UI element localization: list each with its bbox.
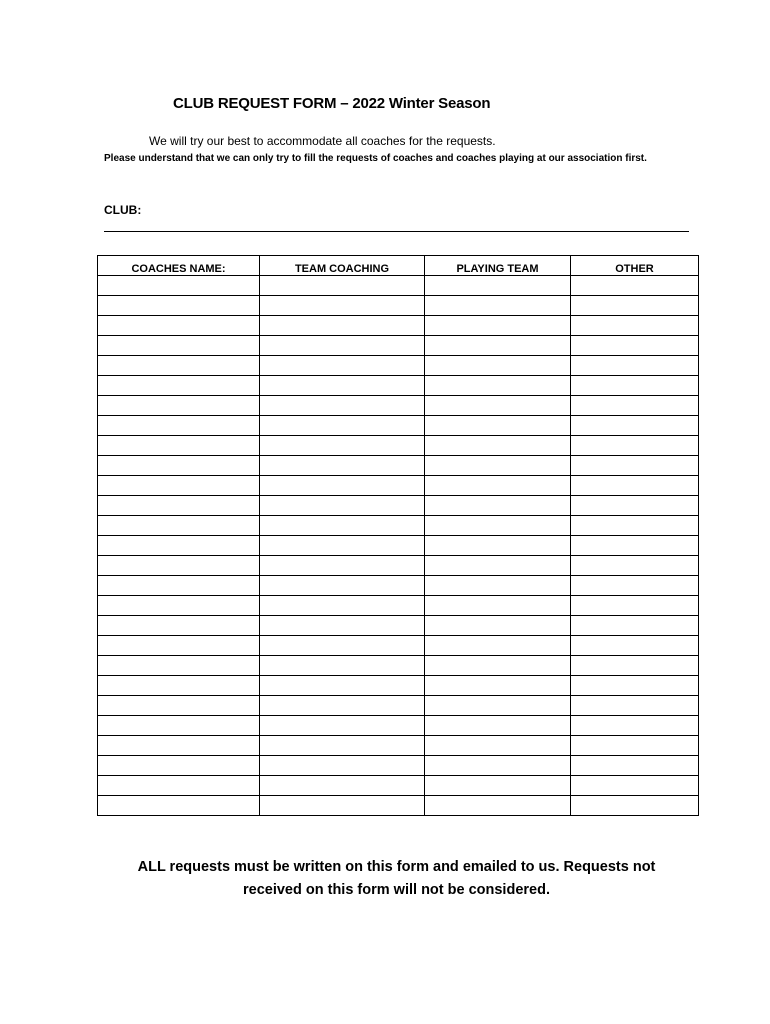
table-row <box>98 476 699 496</box>
table-row <box>98 456 699 476</box>
cell-coaches-name[interactable] <box>98 796 260 816</box>
cell-coaches-name[interactable] <box>98 576 260 596</box>
footer-line-1: ALL requests must be written on this form and emailed to us. Requests not <box>137 859 656 875</box>
cell-playing-team[interactable] <box>425 416 571 436</box>
cell-playing-team[interactable] <box>425 516 571 536</box>
cell-coaches-name[interactable] <box>98 436 260 456</box>
footer-line-2: received on this form will not be considered. <box>243 882 550 898</box>
cell-team-coaching[interactable] <box>260 416 425 436</box>
table-row <box>98 296 699 316</box>
cell-coaches-name[interactable] <box>98 656 260 676</box>
club-label: CLUB: <box>104 203 142 217</box>
cell-coaches-name[interactable] <box>98 396 260 416</box>
cell-coaches-name[interactable] <box>98 736 260 756</box>
cell-team-coaching[interactable] <box>260 636 425 656</box>
table-row <box>98 496 699 516</box>
cell-other[interactable] <box>571 316 699 336</box>
col-header-other: OTHER <box>571 256 699 276</box>
cell-team-coaching[interactable] <box>260 496 425 516</box>
table-row <box>98 276 699 296</box>
cell-playing-team[interactable] <box>425 296 571 316</box>
cell-team-coaching[interactable] <box>260 436 425 456</box>
col-header-playing-team: PLAYING TEAM <box>425 256 571 276</box>
cell-playing-team[interactable] <box>425 336 571 356</box>
cell-playing-team[interactable] <box>425 576 571 596</box>
cell-other[interactable] <box>571 796 699 816</box>
cell-team-coaching[interactable] <box>260 696 425 716</box>
cell-playing-team[interactable] <box>425 536 571 556</box>
cell-coaches-name[interactable] <box>98 776 260 796</box>
cell-team-coaching[interactable] <box>260 716 425 736</box>
cell-other[interactable] <box>571 776 699 796</box>
cell-playing-team[interactable] <box>425 556 571 576</box>
cell-coaches-name[interactable] <box>98 636 260 656</box>
cell-coaches-name[interactable] <box>98 496 260 516</box>
cell-coaches-name[interactable] <box>98 296 260 316</box>
cell-other[interactable] <box>571 676 699 696</box>
cell-playing-team[interactable] <box>425 396 571 416</box>
cell-other[interactable] <box>571 436 699 456</box>
cell-playing-team[interactable] <box>425 356 571 376</box>
col-header-team-coaching: TEAM COACHING <box>260 256 425 276</box>
cell-coaches-name[interactable] <box>98 756 260 776</box>
cell-team-coaching[interactable] <box>260 276 425 296</box>
cell-playing-team[interactable] <box>425 476 571 496</box>
table-row <box>98 576 699 596</box>
cell-coaches-name[interactable] <box>98 376 260 396</box>
cell-playing-team[interactable] <box>425 736 571 756</box>
table-row <box>98 396 699 416</box>
cell-playing-team[interactable] <box>425 776 571 796</box>
club-field[interactable] <box>104 231 689 232</box>
table-header-row <box>98 256 699 276</box>
cell-playing-team[interactable] <box>425 456 571 476</box>
table-row <box>98 736 699 756</box>
table-row <box>98 716 699 736</box>
intro-text: We will try our best to accommodate all coaches for the requests. <box>149 134 496 148</box>
cell-playing-team[interactable] <box>425 596 571 616</box>
form-title: CLUB REQUEST FORM – 2022 Winter Season <box>173 95 491 112</box>
cell-other[interactable] <box>571 456 699 476</box>
table-row <box>98 796 699 816</box>
cell-playing-team[interactable] <box>425 436 571 456</box>
cell-other[interactable] <box>571 696 699 716</box>
table-row <box>98 416 699 436</box>
cell-other[interactable] <box>571 476 699 496</box>
cell-other[interactable] <box>571 536 699 556</box>
table-row <box>98 656 699 676</box>
cell-coaches-name[interactable] <box>98 456 260 476</box>
table-row <box>98 696 699 716</box>
cell-team-coaching[interactable] <box>260 396 425 416</box>
cell-playing-team[interactable] <box>425 656 571 676</box>
cell-other[interactable] <box>571 356 699 376</box>
cell-coaches-name[interactable] <box>98 356 260 376</box>
cell-team-coaching[interactable] <box>260 556 425 576</box>
table-row <box>98 556 699 576</box>
cell-team-coaching[interactable] <box>260 776 425 796</box>
cell-playing-team[interactable] <box>425 636 571 656</box>
cell-team-coaching[interactable] <box>260 336 425 356</box>
table-row <box>98 776 699 796</box>
cell-team-coaching[interactable] <box>260 676 425 696</box>
cell-team-coaching[interactable] <box>260 736 425 756</box>
cell-other[interactable] <box>571 636 699 656</box>
cell-team-coaching[interactable] <box>260 576 425 596</box>
table-row <box>98 316 699 336</box>
cell-team-coaching[interactable] <box>260 756 425 776</box>
cell-other[interactable] <box>571 576 699 596</box>
cell-team-coaching[interactable] <box>260 596 425 616</box>
cell-other[interactable] <box>571 596 699 616</box>
cell-team-coaching[interactable] <box>260 616 425 636</box>
cell-coaches-name[interactable] <box>98 616 260 636</box>
cell-other[interactable] <box>571 396 699 416</box>
cell-other[interactable] <box>571 756 699 776</box>
cell-other[interactable] <box>571 416 699 436</box>
cell-team-coaching[interactable] <box>260 536 425 556</box>
cell-coaches-name[interactable] <box>98 676 260 696</box>
table-row <box>98 596 699 616</box>
cell-coaches-name[interactable] <box>98 536 260 556</box>
cell-other[interactable] <box>571 516 699 536</box>
cell-other[interactable] <box>571 736 699 756</box>
cell-coaches-name[interactable] <box>98 416 260 436</box>
cell-other[interactable] <box>571 556 699 576</box>
table-row <box>98 636 699 656</box>
cell-team-coaching[interactable] <box>260 656 425 676</box>
cell-playing-team[interactable] <box>425 276 571 296</box>
table-row <box>98 516 699 536</box>
cell-coaches-name[interactable] <box>98 516 260 536</box>
cell-other[interactable] <box>571 716 699 736</box>
table-row <box>98 336 699 356</box>
cell-playing-team[interactable] <box>425 376 571 396</box>
cell-other[interactable] <box>571 296 699 316</box>
request-table <box>97 255 699 816</box>
cell-team-coaching[interactable] <box>260 456 425 476</box>
table-row <box>98 676 699 696</box>
cell-other[interactable] <box>571 656 699 676</box>
table-row <box>98 536 699 556</box>
cell-other[interactable] <box>571 376 699 396</box>
table-row <box>98 436 699 456</box>
cell-coaches-name[interactable] <box>98 596 260 616</box>
cell-playing-team[interactable] <box>425 716 571 736</box>
col-header-coaches-name: COACHES NAME: <box>98 256 260 276</box>
cell-other[interactable] <box>571 336 699 356</box>
cell-coaches-name[interactable] <box>98 276 260 296</box>
cell-other[interactable] <box>571 616 699 636</box>
cell-other[interactable] <box>571 496 699 516</box>
cell-playing-team[interactable] <box>425 496 571 516</box>
cell-coaches-name[interactable] <box>98 696 260 716</box>
cell-playing-team[interactable] <box>425 796 571 816</box>
cell-coaches-name[interactable] <box>98 476 260 496</box>
cell-team-coaching[interactable] <box>260 316 425 336</box>
cell-playing-team[interactable] <box>425 676 571 696</box>
cell-playing-team[interactable] <box>425 316 571 336</box>
cell-coaches-name[interactable] <box>98 716 260 736</box>
footer-notice <box>104 856 689 902</box>
cell-team-coaching[interactable] <box>260 516 425 536</box>
cell-team-coaching[interactable] <box>260 476 425 496</box>
cell-coaches-name[interactable] <box>98 336 260 356</box>
cell-playing-team[interactable] <box>425 696 571 716</box>
cell-coaches-name[interactable] <box>98 316 260 336</box>
cell-playing-team[interactable] <box>425 616 571 636</box>
cell-playing-team[interactable] <box>425 756 571 776</box>
cell-team-coaching[interactable] <box>260 796 425 816</box>
note-text: Please understand that we can only try to fill the requests of coaches and coaches playing at our association first. <box>104 153 647 164</box>
table-row <box>98 376 699 396</box>
table-row <box>98 356 699 376</box>
cell-coaches-name[interactable] <box>98 556 260 576</box>
table-row <box>98 756 699 776</box>
cell-team-coaching[interactable] <box>260 296 425 316</box>
cell-team-coaching[interactable] <box>260 376 425 396</box>
cell-other[interactable] <box>571 276 699 296</box>
table-row <box>98 616 699 636</box>
cell-team-coaching[interactable] <box>260 356 425 376</box>
